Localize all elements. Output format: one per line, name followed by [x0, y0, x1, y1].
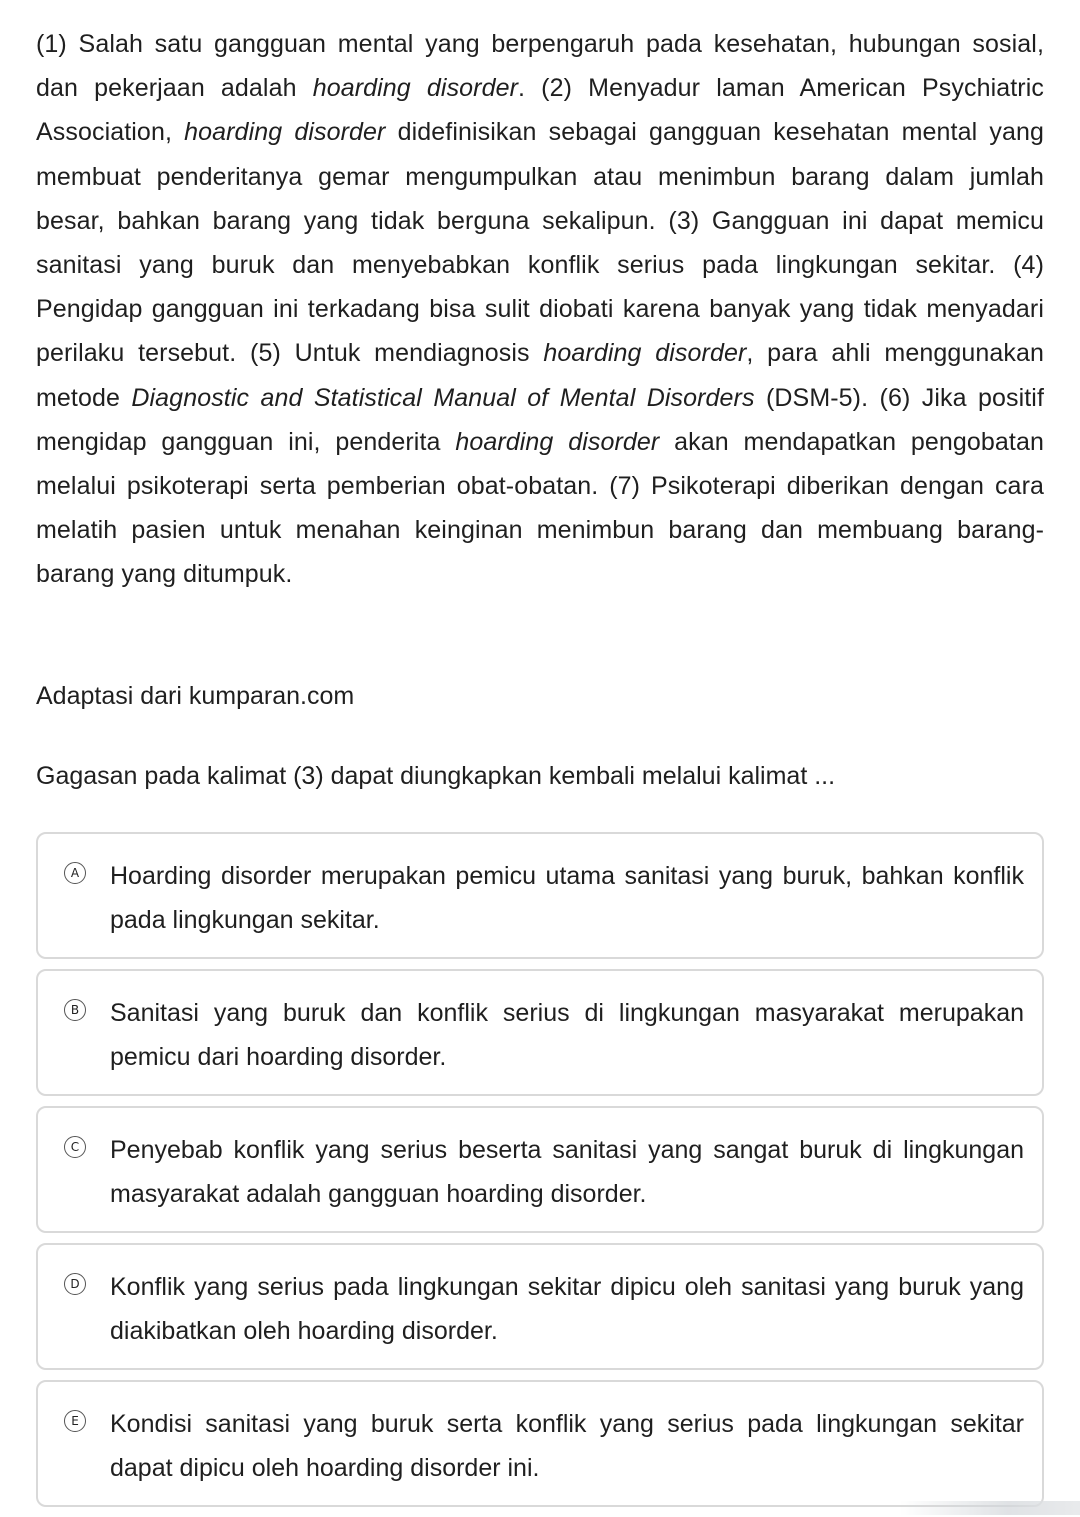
option-c[interactable]: [36, 1106, 1044, 1233]
option-letter-badge: C: [64, 1136, 86, 1158]
passage-term: hoarding disorder: [543, 339, 747, 368]
option-e[interactable]: [36, 1380, 1044, 1507]
passage-text: (1) Salah satu gangguan mental yang berpengaruh pada kesehatan, hubungan sosial, dan pekerjaan adalah: [36, 30, 1044, 103]
reading-passage: [36, 22, 1044, 597]
passage-text: , para ahli menggunakan metode: [36, 339, 1044, 412]
option-b[interactable]: [36, 969, 1044, 1096]
option-letter-badge: E: [64, 1410, 86, 1432]
option-letter-badge: A: [64, 862, 86, 884]
passage-text: didefinisikan sebagai gangguan kesehatan mental yang membuat penderitanya gemar mengumpulkan atau menimbun barang dalam jumlah besar, bahkan barang yang tidak berguna sekalipun. (3) Gangguan ini dapat memicu sanitasi yang buruk dan menyebabkan konflik serius pada lingkungan sekitar. (4) Pengidap gangguan ini terkadang bisa sulit diobati karena banyak yang tidak menyadari perilaku tersebut. (5) Untuk mendiagnosis: [36, 118, 1044, 368]
option-letter-badge: B: [64, 999, 86, 1021]
passage-text: akan mendapatkan pengobatan melalui psikoterapi serta pemberian obat-obatan. (7) Psikoterapi diberikan dengan cara melatih pasien untuk menahan keinginan menimbun barang dan membuang barang-barang yang ditumpuk.: [36, 427, 1044, 589]
option-a[interactable]: [36, 832, 1044, 959]
passage-source: Adaptasi dari kumparan.com: [36, 682, 355, 710]
passage-term: hoarding disorder: [184, 118, 386, 147]
option-d[interactable]: [36, 1243, 1044, 1370]
question-text: Gagasan pada kalimat (3) dapat diungkapkan kembali melalui kalimat ...: [36, 762, 836, 790]
passage-term: hoarding disorder: [312, 74, 519, 103]
passage-text: . (2) Menyadur laman American Psychiatric Association,: [36, 74, 1044, 147]
option-letter-badge: D: [64, 1273, 86, 1295]
option-text: Penyebab konflik yang serius beserta sanitasi yang sangat buruk di lingkungan masyarakat adalah gangguan hoarding disorder.: [110, 1136, 1024, 1208]
bottom-edge-shadow: [900, 1501, 1080, 1515]
answer-options: [36, 832, 1044, 1517]
option-text: Hoarding disorder merupakan pemicu utama sanitasi yang buruk, bahkan konflik pada lingkungan sekitar.: [110, 862, 1024, 934]
option-text: Sanitasi yang buruk dan konflik serius di lingkungan masyarakat merupakan pemicu dari hoarding disorder.: [110, 999, 1024, 1071]
option-text: Kondisi sanitasi yang buruk serta konflik yang serius pada lingkungan sekitar dapat dipicu oleh hoarding disorder ini.: [110, 1410, 1024, 1482]
passage-term: hoarding disorder: [455, 427, 660, 456]
passage-text: (DSM-5). (6) Jika positif mengidap gangguan ini, penderita: [36, 383, 1044, 456]
option-text: Konflik yang serius pada lingkungan sekitar dipicu oleh sanitasi yang buruk yang diakibatkan oleh hoarding disorder.: [110, 1273, 1024, 1345]
passage-term: Diagnostic and Statistical Manual of Mental Disorders: [131, 383, 755, 412]
